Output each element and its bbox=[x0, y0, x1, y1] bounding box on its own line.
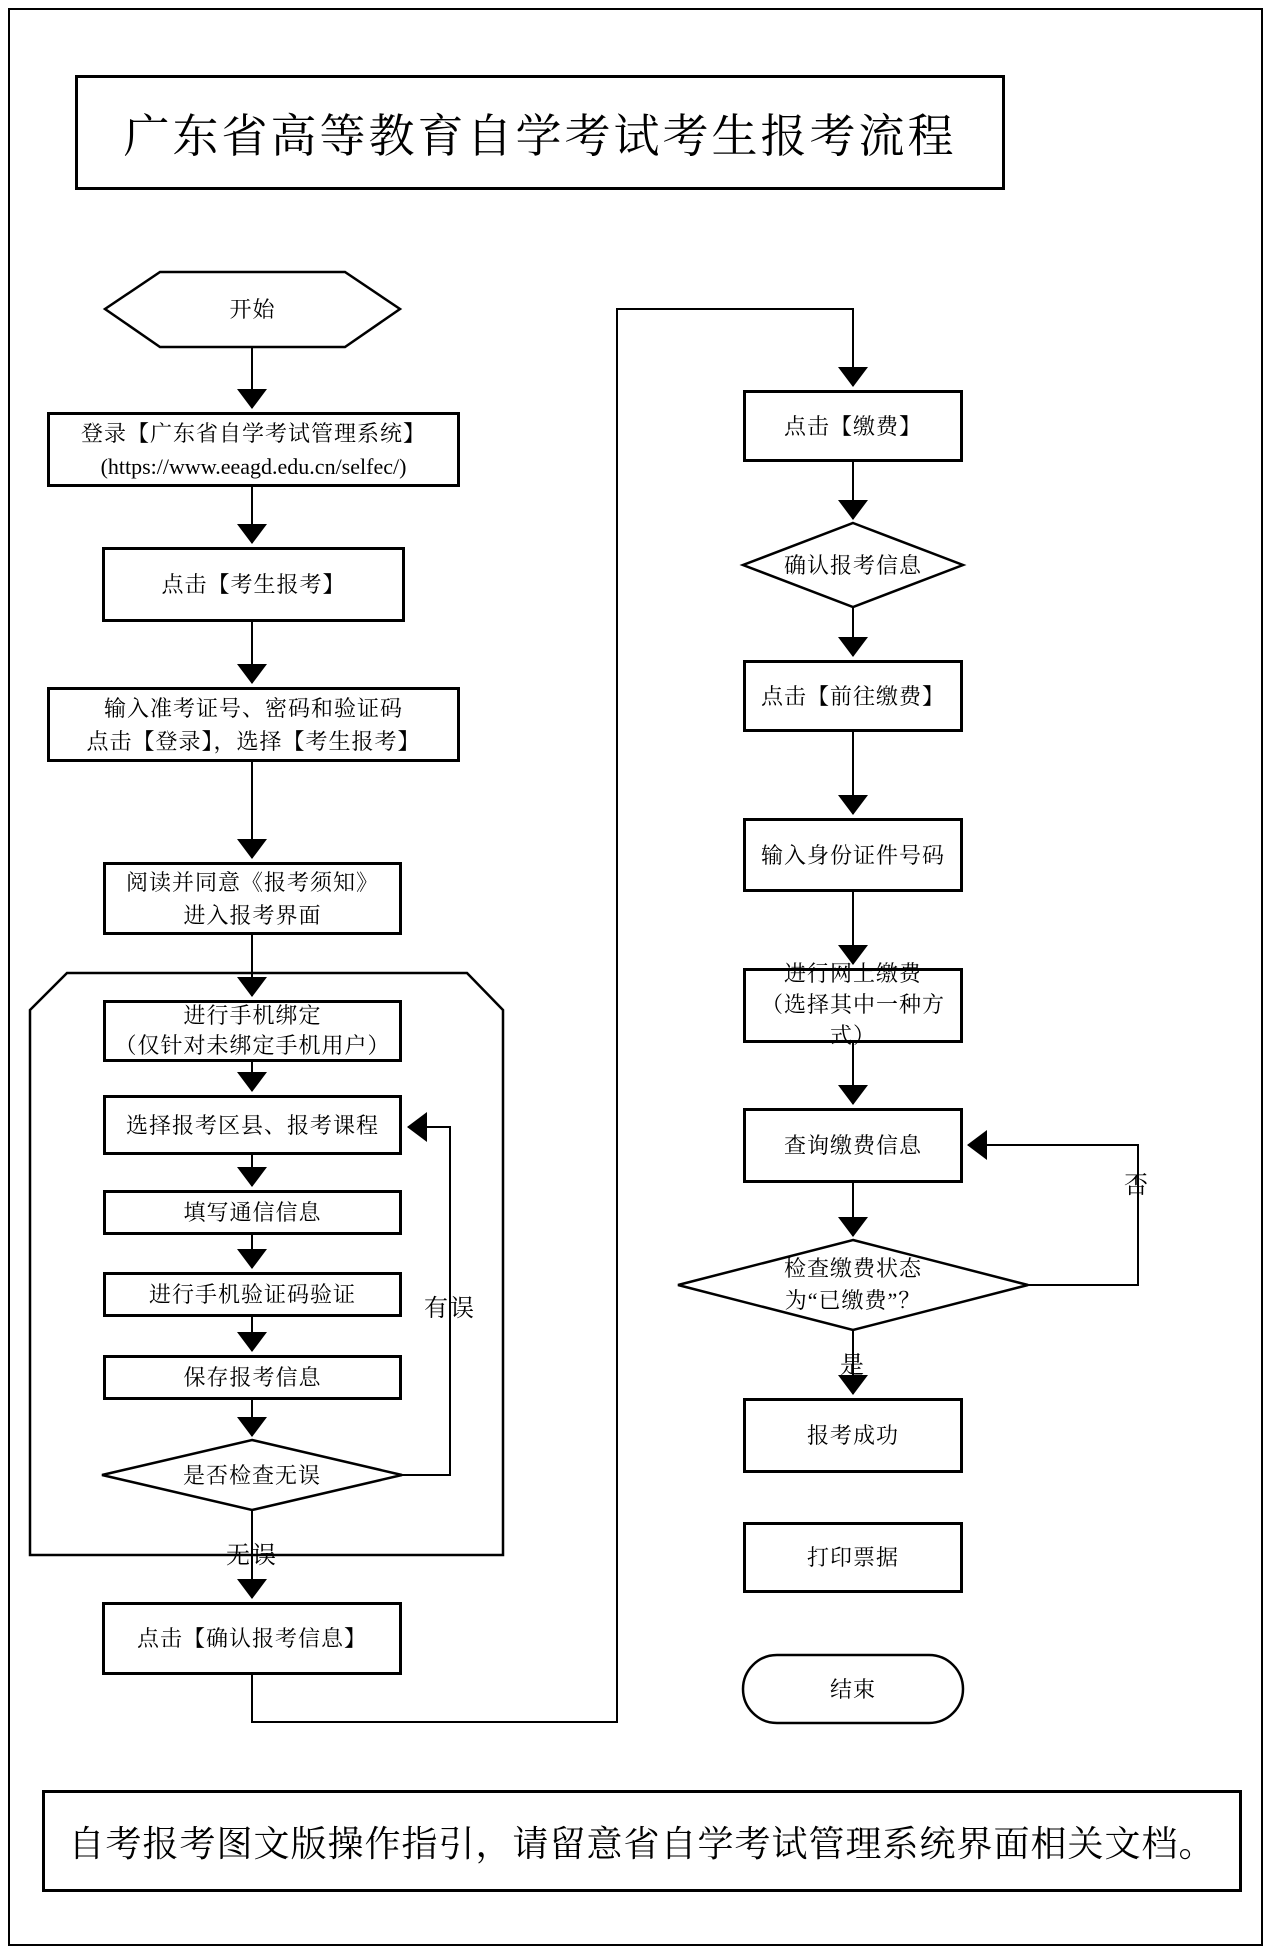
node-goto-pay: 点击【前往缴费】 bbox=[743, 660, 963, 732]
node-online-payment bbox=[743, 961, 963, 1048]
edge-label-yes: 是 bbox=[840, 1352, 866, 1379]
node-start: 开始 bbox=[229, 297, 276, 322]
online-payment-line2: （选择其中一种方式） bbox=[760, 992, 945, 1048]
credentials-line1: 输入准考证号、密码和验证码 bbox=[103, 695, 403, 721]
bind-phone-line2: （仅针对未绑定手机用户） bbox=[114, 1033, 391, 1058]
credentials-line2: 点击【登录】，选择【考生报考】 bbox=[86, 728, 421, 754]
node-bind-phone bbox=[103, 1000, 402, 1062]
node-login-system bbox=[47, 412, 460, 487]
check-paid-line2: 为“已缴费”？ bbox=[784, 1288, 922, 1313]
node-registration-success: 报考成功 bbox=[743, 1398, 963, 1473]
node-click-candidate-register: 点击【考生报考】 bbox=[102, 547, 405, 622]
node-enter-id-number: 输入身份证件号码 bbox=[743, 818, 963, 892]
node-query-payment: 查询缴费信息 bbox=[743, 1108, 963, 1183]
node-select-district-courses: 选择报考区县、报考课程 bbox=[103, 1095, 402, 1155]
node-decision-confirm-info: 确认报考信息 bbox=[783, 552, 922, 578]
node-click-pay: 点击【缴费】 bbox=[743, 390, 963, 462]
node-fill-contact-info: 填写通信信息 bbox=[103, 1190, 402, 1235]
node-end: 结束 bbox=[829, 1676, 876, 1702]
read-notice-line2: 进入报考界面 bbox=[183, 902, 322, 928]
node-confirm-registration: 点击【确认报考信息】 bbox=[102, 1602, 402, 1675]
node-save-registration: 保存报考信息 bbox=[103, 1355, 402, 1400]
bind-phone-line1: 进行手机绑定 bbox=[183, 1003, 322, 1029]
footer-note: 自考报考图文版操作指引，请留意省自学考试管理系统界面相关文档。 bbox=[42, 1790, 1242, 1892]
node-decision-check-correct: 是否检查无误 bbox=[182, 1462, 321, 1488]
node-login-line1: 登录【广东省自学考试管理系统】 bbox=[80, 420, 426, 446]
edge-label-no-error: 无误 bbox=[226, 1542, 278, 1569]
page-title: 广东省高等教育自学考试考生报考流程 bbox=[75, 75, 1005, 190]
check-paid-line1: 检查缴费状态 bbox=[783, 1256, 922, 1282]
edge-label-no: 否 bbox=[1124, 1172, 1150, 1199]
node-sms-verification: 进行手机验证码验证 bbox=[103, 1272, 402, 1317]
node-enter-credentials bbox=[47, 687, 460, 762]
online-payment-line1: 进行网上缴费 bbox=[783, 961, 922, 987]
edge-label-has-error: 有误 bbox=[424, 1295, 476, 1322]
node-login-url: (https://www.eeagd.edu.cn/selfec/) bbox=[100, 453, 407, 479]
node-print-receipt: 打印票据 bbox=[743, 1522, 963, 1593]
node-decision-paid-status bbox=[678, 1240, 1028, 1330]
node-read-notice bbox=[103, 862, 402, 935]
read-notice-line1: 阅读并同意《报考须知》 bbox=[125, 869, 379, 895]
